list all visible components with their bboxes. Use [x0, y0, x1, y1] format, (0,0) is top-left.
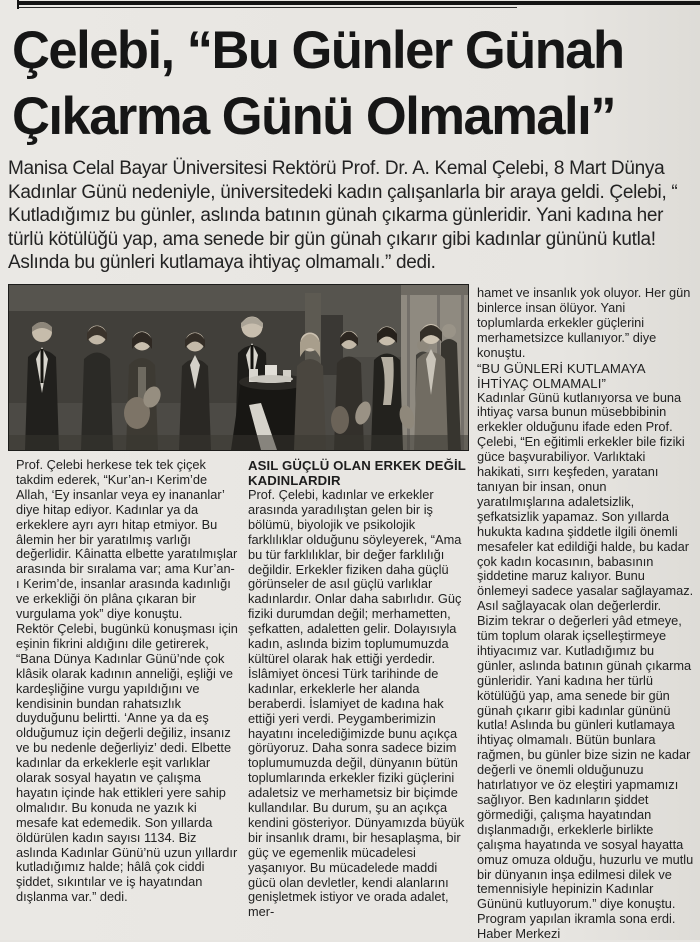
body-column-left — [16, 458, 238, 905]
headline-line-1: Çelebi, “Bu Günler Günah — [12, 21, 624, 80]
body-column-right — [477, 286, 694, 942]
top-rule-corner-stub — [17, 0, 19, 9]
group-photo — [8, 284, 469, 451]
article-lead-paragraph: Manisa Celal Bayar Üniversitesi Rektörü Prof. Dr. A. Kemal Çelebi, 8 Mart Dünya Kadınlar Günü nedeniyle, üniversitedeki kadın çalışanlarla bir araya geldi. Çelebi, “ Kutladığımız bu günler, aslında batının günah çıkarma günleridir. Yani kadına her türlü kötülüğü yap, ama senede bir gün günah çıkarır gibi kadınlar gününü kutla! Aslında bu günleri kutlamaya ihtiyaç olmamalı.” dedi. — [8, 158, 678, 274]
left-paragraph-2: Rektör Çelebi, bugünkü konuşması için eşinin fikrini aldığını dile getirerek, “Bana Dünya Kadınlar Günü’nde çok klâsik olarak kadının anneliği, eşliği ve kardeşliğine vurgu yapıldığını ve kendisinin bundan rahatsızlık duyduğunu belirtti. ‘Anne ya da eş olduğumuz için değerli değiliz, insanız ve bu nedenle değerliyiz’ dedi. Elbette kadınlar da erkeklerle eşit varlıklar olarak sosyal hayatın ve çalışma hayatın içinde hak ettikleri yere sahip olmalıdır. Bu konuda ne yazık ki mesafe kat edemedik. Son yıllarda öldürülen kadın sayısı 1134. Biz aslında Kadınlar Günü’nü uzun yıllardır kutladığımız halde; hâlâ çok ciddi şiddet, sıkıntılar ve iş hayatından dışlanma var.” dedi. — [16, 620, 238, 905]
middle-column-heading: ASIL GÜÇLÜ OLAN ERKEK DEĞİL KADINLARDIR — [248, 458, 466, 488]
right-paragraph-2: Kadınlar Günü kutlanıyorsa ve buna ihtiyaç varsa bunun müsebbibinin erkekler olduğunu ifade eden Prof. Çelebi, “En eğitimli erkekler bile fiziki güce başvurabiliyor. Varlıktaki hakikati, sırrı keşfeden, yaratanı tanıyan bir insan, onun yaratılmışlarına adaletsizlik, şefkatsizlik yapamaz. Son yıllarda hukukta kadına şiddetle ilgili önemli mesafeler kat edildiği halde, bu kadar çok kadın kocasının, babasının şiddetine maruz kalıyor. Bunu önlemeyi sadece yasalar sağlayamaz. Asıl sağlayacak olan değerlerdir. Bizim tekrar o değerleri yâd etmeye, tüm toplum olarak içselleştirmeye ihtiyacımız var. Kutladığımız bu günler, aslında batının günah çıkarma günleridir. Yani kadına her türlü kötülüğü yap, ama senede bir gün günah çıkarır gibi kadınlar gününü kutla! Aslında bu günleri kutlamaya ihtiyaç olmamalı. Bütün bunlara rağmen, bu günler bize sizin ne kadar değerli ve önemli olduğunuzu hatırlatıyor ve öz eleştiri yapmamızı sağlıyor. Ben kadınların şiddet görmediği, çalışma hayatından dışlanmadığı, erkeklerle birlikte çalışma hayatında ve sosyal hayatta omuz omuza olduğu, huzurlu ve mutlu bir dünyanın inşa edilmesi dilek ve temennisiyle hepinizin Kadınlar Gününü kutluyorum.” diye konuştu. Program yapılan ikramla sona erdi. Haber Merkezi — [477, 389, 694, 942]
top-rule-thin-divider — [17, 7, 517, 8]
right-column-subhead: “BU GÜNLERİ KUTLAMAYA İHTİYAÇ OLMAMALI” — [477, 360, 645, 391]
right-paragraph-1: hamet ve insanlık yok oluyor. Her gün binlerce insan ölüyor. Yani toplumlarda erkekler güçlerini merhametsizce kullanıyor.” diye konuştu. — [477, 285, 691, 360]
body-column-middle — [248, 458, 468, 920]
left-paragraph-1: Prof. Çelebi herkese tek tek çiçek takdim ederek, “Kur’an-ı Kerim’de Allah, ‘Ey insanlar veya ey inananlar’ diye hitap ediyor. Kadınlar ya da erkeklere ayrı ayrı hitap etmiyor. Bu âlemin her bir yaratılmış varlığı değerlidir. Kâinatta elbette yaratılmışlar arasında bir sıralama var; ama Kur’an-ı Kerim’de, insanlar arasında kadınlığı ve erkekliği ön plâna çıkaran bir vurgulama yok” diye konuştu. — [16, 457, 238, 622]
middle-column-body: Prof. Çelebi, kadınlar ve erkekler arasında yaradılıştan gelen bir iş bölümü, biyolojik ve psikolojik farklılıklar olduğunu söyleyerek, “Ama bu tür farklılıklar, bir değer farklılığı değildir. Erkekler fiziken daha güçlü görünseler de asıl güçlü varlıklar kadınlardır. Onlar daha sabırlıdır. Güç fiziki durumdan değil; merhametten, şefkatten, adaletten gelir. Dolayısıyla kadın, aslında bizim toplumumuzda kültürel olarak hak ettiği yerdedir. İslâmiyet öncesi Türk tarihinde de kadınlar, erkeklerle her alanda beraberdi. İslamiyet de kadına hak ettiği yeri verdi. Peygamberimizin hayatını incelediğimizde bunu açıkça görüyoruz. Daha sonra sadece bizim toplumumuzda değil, dünyanın bütün toplumlarında erkekler fiziki güçlerini adaletsiz ve merhametsiz bir biçimde kullandılar. Bu durum, şu an açıkça kendini gösteriyor. Dünyamızda büyük bir insanlık dramı, bir hesaplaşma, bir güç ve egemenlik mücadelesi yaşanıyor. Bu mücadelede maddi gücü olan devletler, kendi alanlarını genişletmek istiyor ve orada adalet, mer- — [248, 487, 465, 920]
top-rule-divider — [17, 1, 700, 5]
article-headline — [12, 18, 687, 150]
group-photo-illustration — [9, 285, 468, 450]
headline-line-2: Çıkarma Günü Olmamalı” — [12, 87, 616, 146]
